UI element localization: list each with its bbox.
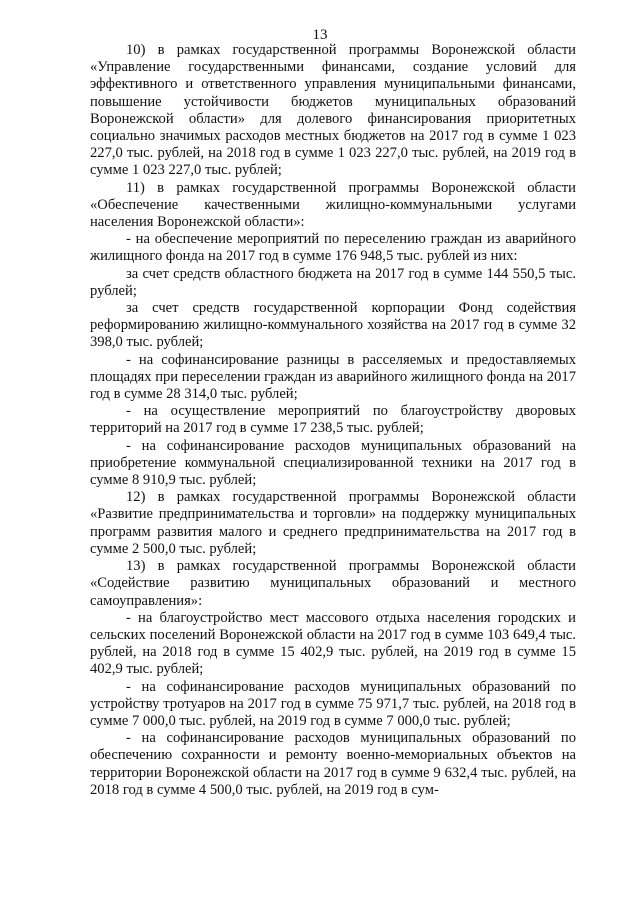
page-number: 13: [312, 27, 328, 43]
paragraph-recreation-areas: - на благоустройство мест массового отдыха населения городских и сельских поселений Воронежской области на 2017 год в сумме 103 649,4 тыс. рублей, на 2018 год в сумме 15 402,9 тыс. рублей, на 2019 год в сумме 15 402,9 тыс. рублей;: [90, 609, 576, 678]
paragraph-area-difference: - на софинансирование разницы в расселяемых и предоставляемых площадях при переселении граждан из аварийного жилищного фонда на 2017 год в сумме 28 314,0 тыс. рублей;: [90, 351, 576, 403]
paragraph-item-10: 10) в рамках государственной программы Воронежской области «Управление государственными финансами, создание условий для эффективного и ответственного управления муниципальными финансами, повышение устойчивости бюджетов муниципальных образований Воронежской области» для долевого финансирования приоритетных социально значимых расходов местных бюджетов на 2017 год в сумме 1 023 227,0 тыс. рублей, на 2018 год в сумме 1 023 227,0 тыс. рублей, на 2019 год в сумме 1 023 227,0 тыс. рублей;: [90, 42, 576, 179]
paragraph-memorials: - на софинансирование расходов муниципальных образований по обеспечению сохранности и ремонту военно-мемориальных объектов на территории Воронежской области на 2017 год в сумме 9 632,4 тыс. рублей, на 2018 год в сумме 4 500,0 тыс. рублей, на 2019 год в сум-: [90, 730, 576, 798]
paragraph-resettlement: - на обеспечение мероприятий по переселению граждан из аварийного жилищного фонда на 2017 год в сумме 176 948,5 тыс. рублей из них:: [90, 231, 576, 265]
paragraph-yard-improvement: - на осуществление мероприятий по благоустройству дворовых территорий на 2017 год в сумме 17 238,5 тыс. рублей;: [90, 403, 576, 437]
paragraph-sidewalks: - на софинансирование расходов муниципальных образований по устройству тротуаров на 2017 год в сумме 75 971,7 тыс. рублей, на 2018 год в сумме 7 000,0 тыс. рублей, на 2019 год в сумме 7 000,0 тыс. рублей;: [90, 678, 576, 729]
paragraph-housing-fund: за счет средств государственной корпорации Фонд содействия реформированию жилищно-коммунального хозяйства на 2017 год в сумме 32 398,0 тыс. рублей;: [90, 300, 576, 351]
paragraph-item-12: 12) в рамках государственной программы Воронежской области «Развитие предпринимательства и торговли» на поддержку муниципальных программ развития малого и среднего предпринимательства на 2017 год в сумме 2 500,0 тыс. рублей;: [90, 489, 576, 557]
paragraph-item-13: 13) в рамках государственной программы Воронежской области «Содействие развитию муниципальных образований и местного самоуправления»:: [90, 558, 576, 609]
paragraph-regional-budget: за счет средств областного бюджета на 2017 год в сумме 144 550,5 тыс. рублей;: [90, 265, 576, 299]
document-body: [90, 42, 576, 799]
paragraph-municipal-equipment: - на софинансирование расходов муниципальных образований на приобретение коммунальной специализированной техники на 2017 год в сумме 8 910,9 тыс. рублей;: [90, 437, 576, 489]
paragraph-item-11: 11) в рамках государственной программы Воронежской области «Обеспечение качественными жилищно-коммунальными услугами населения Воронежской области»:: [90, 179, 576, 231]
